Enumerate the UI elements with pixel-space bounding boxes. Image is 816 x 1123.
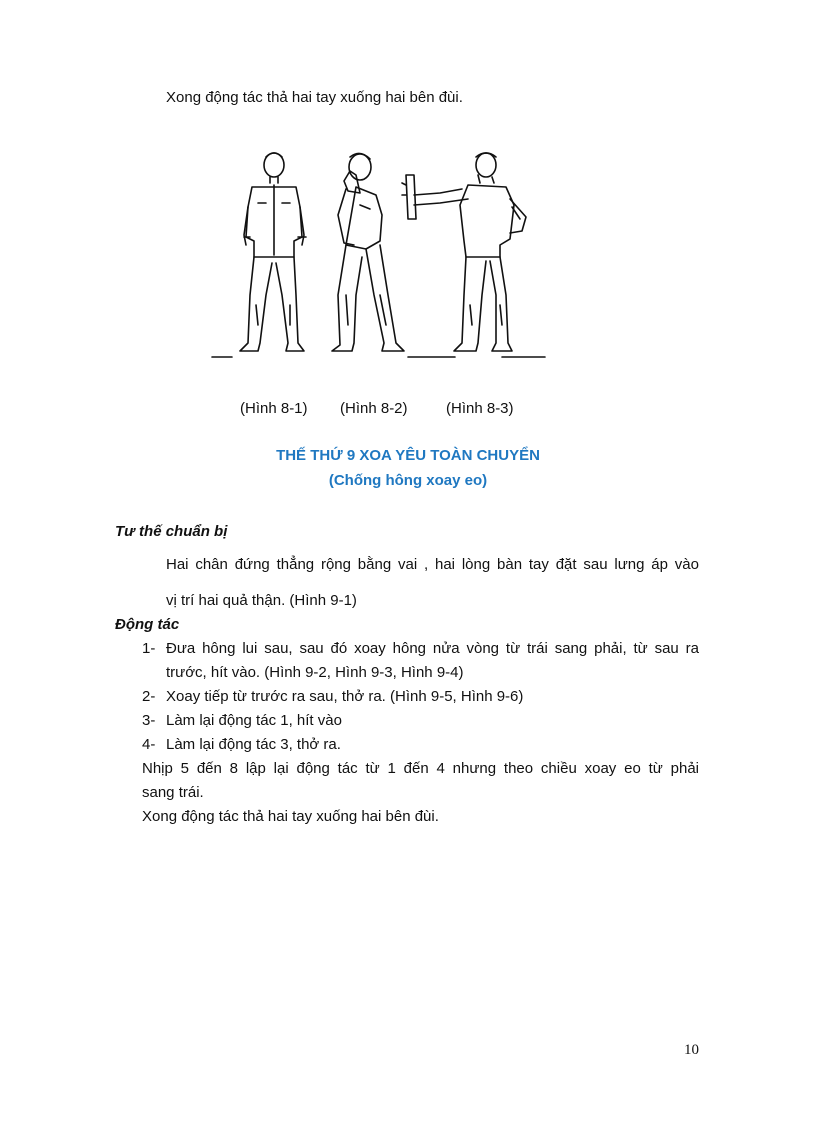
step-text-line: trước, hít vào. (Hình 9-2, Hình 9-3, Hình 9-4): [166, 664, 464, 681]
exercise-figures-illustration: [210, 145, 550, 365]
repeat-text-line: Nhịp 5 đến 8 lập lại động tác từ 1 đến 4 nhưng theo chiều xoay eo từ phải: [142, 760, 699, 777]
step-text-line: Làm lại động tác 1, hít vào: [166, 712, 342, 729]
step-text-line: Làm lại động tác 3, thở ra.: [166, 736, 341, 753]
preparation-text-line: Hai chân đứng thẳng rộng bằng vai , hai lòng bàn tay đặt sau lưng áp vào: [166, 556, 699, 573]
figure-caption: (Hình 8-2): [340, 400, 408, 417]
preparation-heading: Tư thế chuẩn bị: [115, 523, 228, 540]
section-subtitle: (Chống hông xoay eo): [328, 472, 488, 489]
figure-8-2: [332, 153, 404, 351]
step-text-line: Đưa hông lui sau, sau đó xoay hông nửa vòng từ trái sang phải, từ sau ra: [166, 640, 699, 657]
movement-heading: Động tác: [115, 616, 180, 633]
step-number: 2-: [142, 688, 156, 705]
step-number: 1-: [142, 640, 156, 657]
figure-8-1: [240, 153, 306, 351]
preparation-text-line: vị trí hai quả thận. (Hình 9-1): [166, 592, 357, 609]
step-number: 4-: [142, 736, 156, 753]
figure-caption: (Hình 8-3): [446, 400, 514, 417]
section-title: THẾ THỨ 9 XOA YÊU TOÀN CHUYỂN: [276, 447, 540, 464]
figure-caption: (Hình 8-1): [240, 400, 308, 417]
step-text-line: Xoay tiếp từ trước ra sau, thở ra. (Hình 9-5, Hình 9-6): [166, 688, 524, 705]
intro-line: Xong động tác thả hai tay xuống hai bên đùi.: [166, 89, 463, 106]
step-number: 3-: [142, 712, 156, 729]
page-number: 10: [684, 1042, 699, 1058]
figure-8-3: [402, 153, 526, 351]
closing-line: Xong động tác thả hai tay xuống hai bên đùi.: [142, 808, 439, 825]
repeat-text-line: sang trái.: [142, 784, 204, 801]
